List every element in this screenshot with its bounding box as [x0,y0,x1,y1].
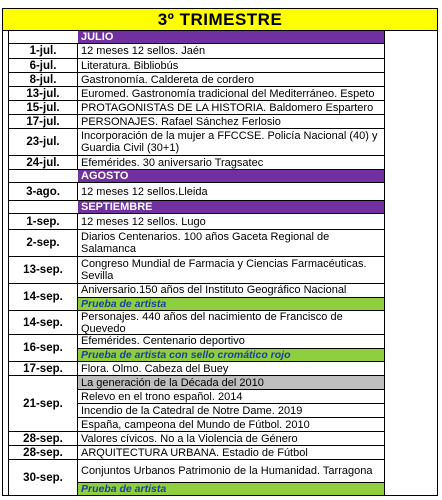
issue-descriptions [78,73,385,86]
issue-description: ARQUITECTURA URBANA. Estadio de Fútbol [78,446,385,459]
issue-description: PROTAGONISTAS DE LA HISTORIA. Baldomero Espartero [78,101,385,114]
issue-descriptions [78,460,385,495]
issue-description: Euromed. Gastronomía tradicional del Mediterráneo. Espeto [78,87,385,100]
issue-descriptions [78,432,385,445]
calendar-sheet [2,8,438,496]
issue-descriptions [78,446,385,459]
issue-row [8,115,385,129]
month-header [8,201,385,214]
issue-description: Diarios Centenarios. 100 años Gaceta Regional de Salamanca [78,230,385,256]
issue-description: Literatura. Bibliobús [78,59,385,72]
issue-date: 23-jul. [8,129,78,155]
issue-description: Gastronomía. Caldereta de cordero [78,73,385,86]
issue-row [8,44,385,59]
month-name: AGOSTO [78,170,385,182]
issue-descriptions [78,87,385,100]
issue-date: 17-sep. [8,362,78,375]
issue-description: Incorporación de la mujer a FFCCSE. Policía Nacional (40) y Guardia Civil (30+1) [78,129,385,155]
issue-row [8,87,385,101]
issue-descriptions [78,44,385,58]
issue-row [8,230,385,257]
month-name: SEPTIEMBRE [78,201,385,213]
issue-descriptions [78,335,385,361]
issue-date: 15-jul. [8,101,78,114]
issue-description: Relevo en el trono español. 2014 [78,389,385,403]
issue-description: Personajes. 440 años del nacimiento de Francisco de Quevedo [78,311,385,335]
issue-descriptions [78,183,385,200]
issue-date: 24-jul. [8,156,78,169]
series-heading: La generación de la Década del 2010 [78,376,385,389]
month-header [8,170,385,183]
issue-description: Efemérides. 30 aniversario Tragsatec [78,156,385,169]
issue-descriptions [78,59,385,72]
issue-row [8,311,385,335]
issue-descriptions [78,214,385,229]
issue-row [8,362,385,376]
issue-description: Congreso Mundial de Farmacia y Ciencias Farmacéuticas. Sevilla [78,257,385,283]
artist-proof-note: Prueba de artista [78,297,385,311]
month-name: JULIO [78,31,385,43]
issue-descriptions [78,311,385,334]
issue-date: 28-sep. [8,446,78,459]
issue-descriptions [78,156,385,169]
issue-date: 14-sep. [8,284,78,310]
issue-description: PERSONAJES. Rafael Sánchez Ferlosio [78,115,385,128]
issue-date: 14-sep. [8,311,78,334]
issue-row [8,460,385,496]
issue-row [8,284,385,311]
issue-date: 2-sep. [8,230,78,256]
issue-row [8,376,385,432]
issue-row [8,129,385,156]
issue-date: 8-jul. [8,73,78,86]
issue-description: 12 meses 12 sellos. Lugo [78,214,385,229]
artist-proof-note: Prueba de artista con sello cromático rojo [78,348,385,362]
issue-date: 13-sep. [8,257,78,283]
issue-descriptions [78,115,385,128]
issue-description: Aniversario.150 años del Instituto Geográfico Nacional [78,284,385,297]
calendar-table [8,31,385,496]
issue-descriptions [78,257,385,283]
issue-row [8,73,385,87]
issue-description: 12 meses 12 sellos. Jaén [78,44,385,58]
issue-date: 17-jul. [8,115,78,128]
issue-row [8,335,385,362]
issue-descriptions [78,376,385,431]
issue-descriptions [78,284,385,310]
issue-date: 1-sep. [8,214,78,229]
artist-proof-note: Prueba de artista [78,482,385,495]
issue-row [8,257,385,284]
month-header [8,31,385,44]
month-header-spacer [8,31,78,43]
page-title: 3º TRIMESTRE [2,8,438,31]
issue-date: 21-sep. [8,376,78,431]
month-header-spacer [8,170,78,182]
issue-date: 1-jul. [8,44,78,58]
issue-row [8,446,385,460]
issue-description: Valores cívicos. No a la Violencia de Género [78,432,385,445]
issue-description: Incendio de la Catedral de Notre Dame. 2019 [78,403,385,417]
issue-date: 28-sep. [8,432,78,445]
issue-row [8,101,385,115]
issue-date: 30-sep. [8,460,78,495]
issue-description: Conjuntos Urbanos Patrimonio de la Humanidad. Tarragona [78,460,385,482]
issue-date: 3-ago. [8,183,78,200]
issue-description: 12 meses 12 sellos.Lleida [78,183,385,200]
issue-row [8,156,385,170]
issue-descriptions [78,129,385,155]
issue-row [8,183,385,201]
issue-row [8,432,385,446]
issue-date: 16-sep. [8,335,78,361]
issue-descriptions [78,101,385,114]
issue-date: 6-jul. [8,59,78,72]
month-header-spacer [8,201,78,213]
issue-description: Efemérides. Centenario deportivo [78,335,385,348]
issue-row [8,214,385,230]
issue-description: Flora. Olmo. Cabeza del Buey [78,362,385,375]
issue-descriptions [78,230,385,256]
issue-date: 13-jul. [8,87,78,100]
issue-description: España, campeona del Mundo de Fútbol. 2010 [78,417,385,431]
issue-row [8,59,385,73]
issue-descriptions [78,362,385,375]
